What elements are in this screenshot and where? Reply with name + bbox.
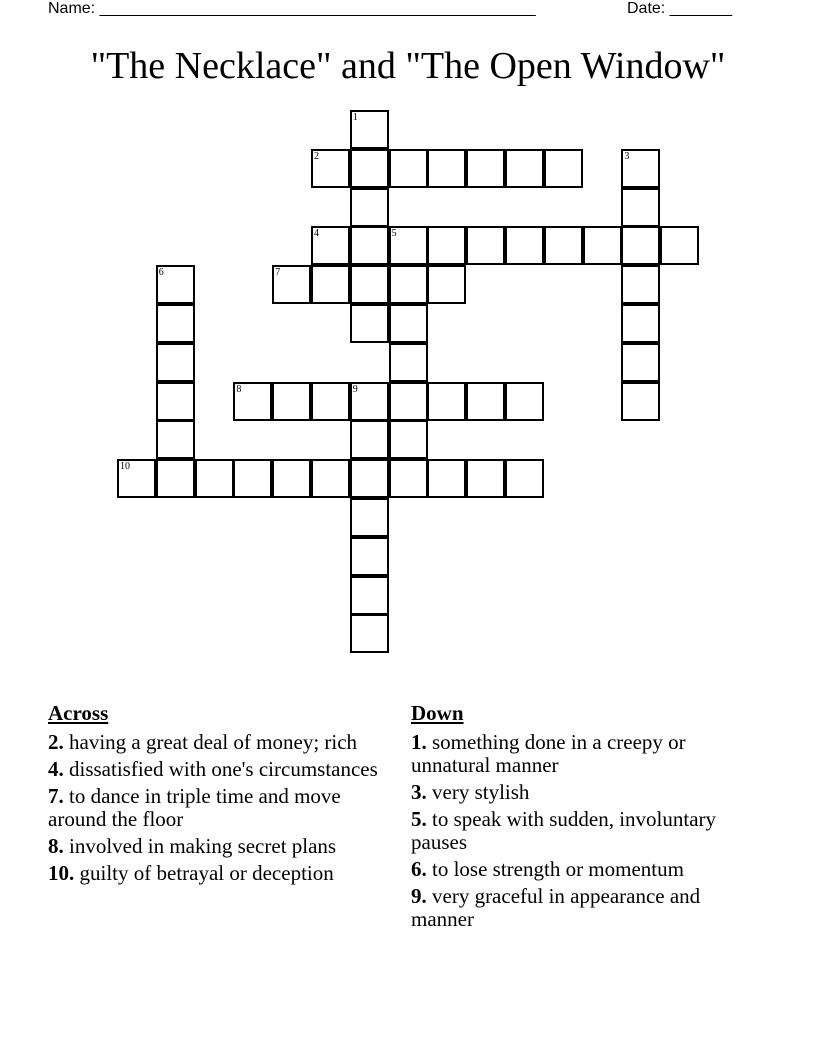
grid-cell[interactable] bbox=[466, 382, 505, 421]
grid-cell[interactable] bbox=[505, 149, 544, 188]
date-field-label: Date: _______ bbox=[627, 0, 732, 17]
grid-cell[interactable] bbox=[389, 304, 428, 343]
across-clue bbox=[48, 862, 388, 885]
grid-cell[interactable] bbox=[427, 265, 466, 304]
down-clues bbox=[411, 702, 751, 935]
grid-cell[interactable] bbox=[350, 614, 389, 653]
clue-number-label: 3 bbox=[624, 150, 630, 162]
clue-text: very stylish bbox=[432, 780, 530, 804]
clue-number-label: 4 bbox=[314, 228, 319, 240]
grid-cell[interactable] bbox=[427, 226, 466, 265]
clue-number: 6. bbox=[411, 857, 427, 881]
grid-cell[interactable] bbox=[156, 343, 195, 382]
clue-number-label: 9 bbox=[352, 383, 358, 395]
grid-cell[interactable] bbox=[427, 149, 466, 188]
clue-text: guilty of betrayal or deception bbox=[79, 861, 334, 885]
across-clue bbox=[48, 731, 388, 754]
down-clue bbox=[411, 885, 751, 931]
grid-cell[interactable] bbox=[350, 265, 389, 304]
grid-cell[interactable] bbox=[195, 459, 234, 498]
across-heading: Across bbox=[48, 701, 109, 725]
grid-cell[interactable] bbox=[350, 382, 389, 421]
clue-number: 1. bbox=[411, 730, 427, 754]
name-field-label: Name: _________________________________________________ bbox=[48, 0, 536, 17]
grid-cell[interactable] bbox=[389, 382, 428, 421]
down-clue bbox=[411, 808, 751, 854]
clue-number-label: 1 bbox=[352, 112, 358, 123]
grid-cell[interactable] bbox=[233, 459, 272, 498]
clue-number: 4. bbox=[48, 757, 64, 781]
down-clue bbox=[411, 781, 751, 804]
across-clue bbox=[48, 835, 388, 858]
grid-cell[interactable] bbox=[350, 498, 389, 537]
grid-cell[interactable] bbox=[621, 188, 660, 227]
across-clue bbox=[48, 785, 388, 831]
clue-number: 5. bbox=[411, 807, 427, 831]
grid-cell[interactable] bbox=[427, 382, 466, 421]
grid-cell[interactable] bbox=[233, 382, 272, 421]
grid-cell[interactable] bbox=[350, 576, 389, 615]
clue-number-label: 5 bbox=[391, 228, 397, 240]
clue-text: to lose strength or momentum bbox=[432, 857, 684, 881]
clue-text: involved in making secret plans bbox=[69, 834, 337, 858]
grid-cell[interactable] bbox=[311, 382, 350, 421]
down-clue bbox=[411, 731, 751, 777]
grid-cell[interactable] bbox=[350, 226, 389, 265]
clue-number: 7. bbox=[48, 784, 64, 808]
clue-number-label: 2 bbox=[314, 150, 319, 162]
grid-cell[interactable] bbox=[583, 226, 622, 265]
grid-cell[interactable] bbox=[621, 382, 660, 421]
grid-cell[interactable] bbox=[621, 343, 660, 382]
clue-text: to dance in triple time and move around the floor bbox=[48, 784, 341, 831]
grid-cell[interactable] bbox=[350, 110, 389, 149]
down-heading: Down bbox=[411, 701, 464, 725]
clue-number-label: 7 bbox=[275, 267, 281, 279]
grid-cell[interactable] bbox=[156, 459, 195, 498]
grid-cell[interactable] bbox=[427, 459, 466, 498]
grid-cell[interactable] bbox=[505, 226, 544, 265]
grid-cell[interactable] bbox=[466, 226, 505, 265]
grid-cell[interactable] bbox=[156, 420, 195, 459]
clue-text: something done in a creepy or unnatural manner bbox=[411, 730, 686, 777]
grid-cell[interactable] bbox=[311, 265, 350, 304]
clue-number: 10. bbox=[48, 861, 75, 885]
grid-cell[interactable] bbox=[621, 304, 660, 343]
grid-cell[interactable] bbox=[660, 226, 699, 265]
grid-cell[interactable] bbox=[311, 149, 350, 188]
grid-cell[interactable] bbox=[156, 304, 195, 343]
grid-cell[interactable] bbox=[272, 265, 311, 304]
grid-cell[interactable] bbox=[311, 459, 350, 498]
grid-cell[interactable] bbox=[389, 459, 428, 498]
grid-cell[interactable] bbox=[350, 149, 389, 188]
clue-number: 9. bbox=[411, 884, 427, 908]
grid-cell[interactable] bbox=[350, 459, 389, 498]
clue-number: 8. bbox=[48, 834, 64, 858]
grid-cell[interactable] bbox=[156, 382, 195, 421]
across-clues bbox=[48, 702, 388, 889]
across-clue bbox=[48, 758, 388, 781]
clue-number: 2. bbox=[48, 730, 64, 754]
grid-cell[interactable] bbox=[621, 265, 660, 304]
grid-cell[interactable] bbox=[389, 265, 428, 304]
grid-cell[interactable] bbox=[621, 149, 660, 188]
grid-cell[interactable] bbox=[466, 459, 505, 498]
clue-number-label: 8 bbox=[236, 383, 242, 395]
clue-text: dissatisfied with one's circumstances bbox=[69, 757, 378, 781]
clue-text: to speak with sudden, involuntary pauses bbox=[411, 807, 717, 854]
grid-cell[interactable] bbox=[505, 382, 544, 421]
grid-cell[interactable] bbox=[466, 149, 505, 188]
grid-cell[interactable] bbox=[350, 537, 389, 576]
down-clue bbox=[411, 858, 751, 881]
grid-cell[interactable] bbox=[350, 304, 389, 343]
grid-cell[interactable] bbox=[272, 459, 311, 498]
page-title: "The Necklace" and "The Open Window" bbox=[90, 45, 726, 87]
grid-cell[interactable] bbox=[621, 226, 660, 265]
grid-cell[interactable] bbox=[389, 343, 428, 382]
grid-cell[interactable] bbox=[389, 420, 428, 459]
grid-cell[interactable] bbox=[544, 149, 583, 188]
clue-text: very graceful in appearance and manner bbox=[411, 884, 701, 931]
grid-cell[interactable] bbox=[350, 188, 389, 227]
grid-cell[interactable] bbox=[389, 226, 428, 265]
grid-cell[interactable] bbox=[272, 382, 311, 421]
clue-text: having a great deal of money; rich bbox=[69, 730, 358, 754]
grid-cell[interactable] bbox=[350, 420, 389, 459]
clue-number-label: 6 bbox=[158, 267, 164, 279]
grid-cell[interactable] bbox=[544, 226, 583, 265]
grid-cell[interactable] bbox=[117, 459, 156, 498]
clue-number: 3. bbox=[411, 780, 427, 804]
grid-cell[interactable] bbox=[505, 459, 544, 498]
grid-cell[interactable] bbox=[311, 226, 350, 265]
clue-number-label: 10 bbox=[120, 461, 130, 473]
grid-cell[interactable] bbox=[389, 149, 428, 188]
grid-cell[interactable] bbox=[156, 265, 195, 304]
